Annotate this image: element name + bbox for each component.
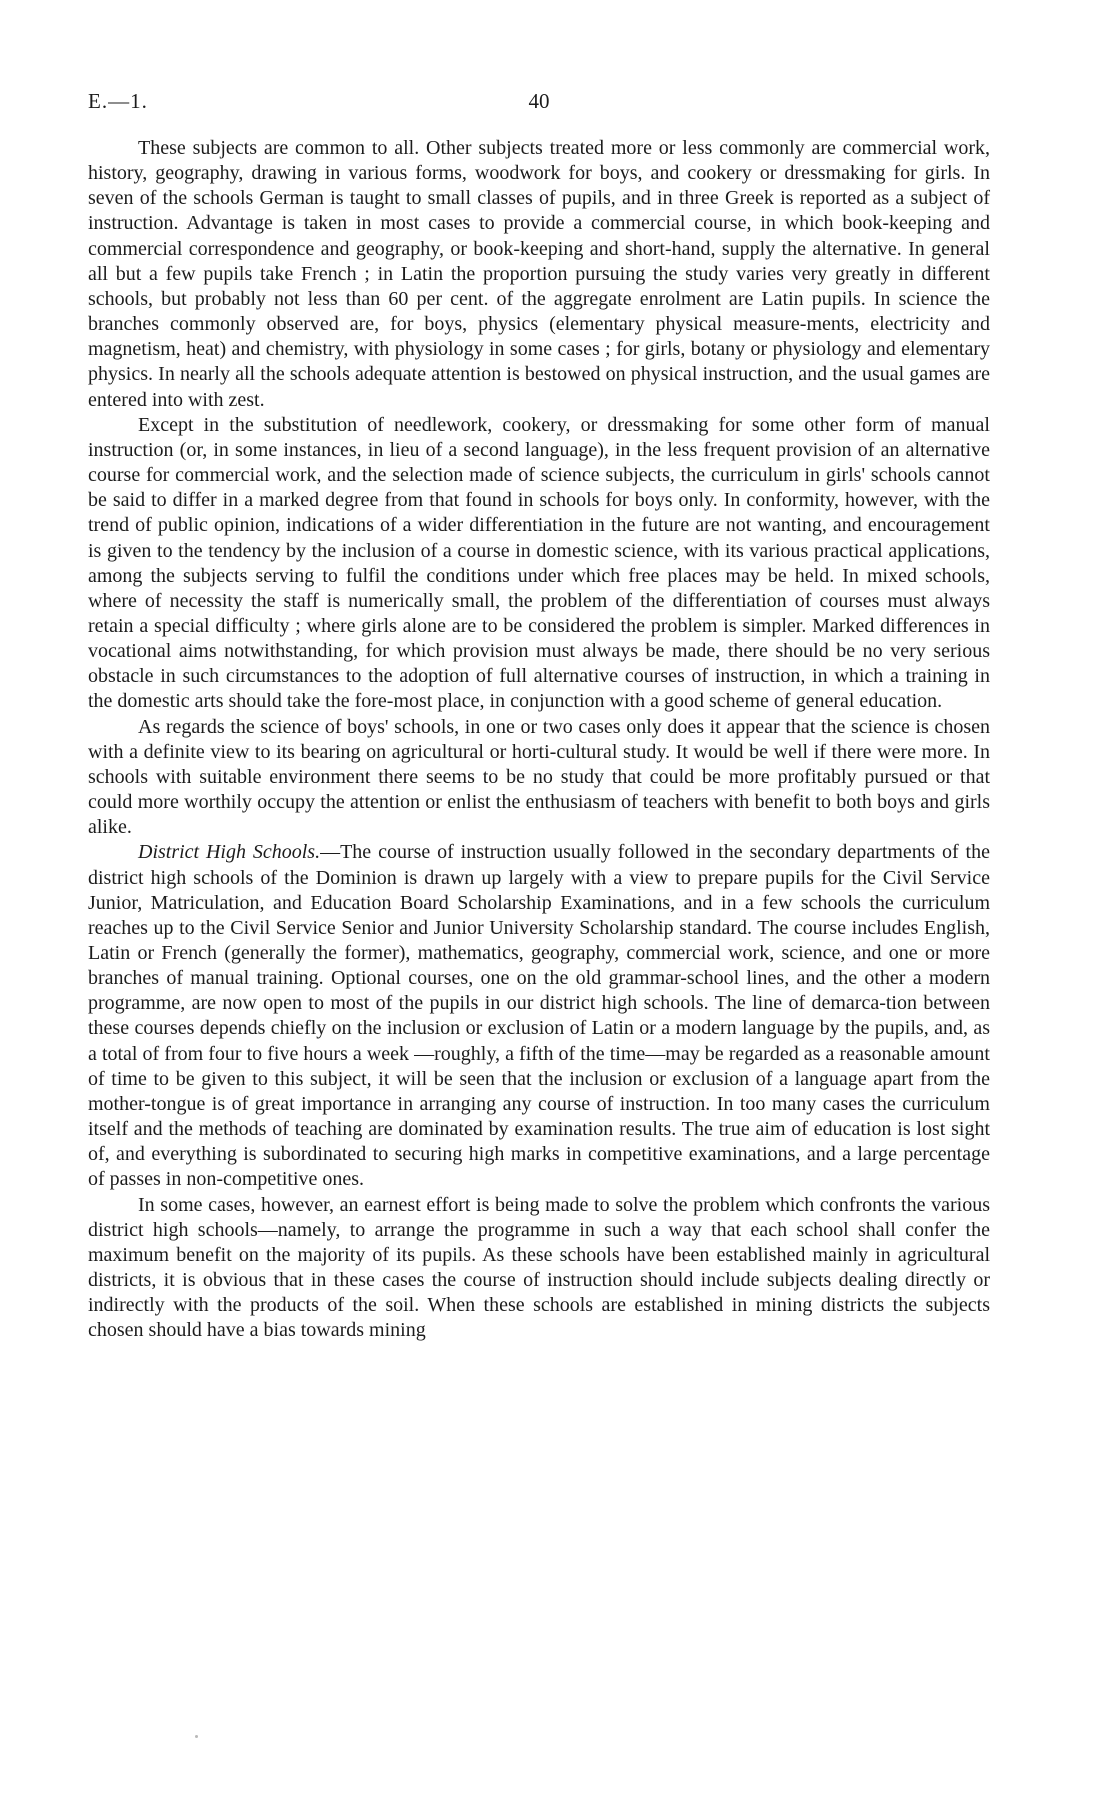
- scan-speck: [195, 1735, 198, 1738]
- paragraph-text: As regards the science of boys' schools, in one or two cases only does it appear that the science is chosen with a definite view to its bearing on agricultural or horti-cultural study. It would be well if there were more. In schools with suitable environment there seems to be no study that could be more profitably pursued or that could more worthily occupy the attention or enlist the enthusiasm of teachers with benefit to both boys and girls alike.: [88, 715, 990, 839]
- paragraph-text: These subjects are common to all. Other subjects treated more or less commonly are commercial work, history, geography, drawing in various forms, woodwork for boys, and cookery or dressmaking for girls. In seven of the schools German is taught to small classes of pupils, and in three Greek is reported as a subject of instruction. Advantage is taken in most cases to provide a commercial course, in which book-keeping and commercial correspondence and geography, or book-keeping and short-hand, supply the alternative. In general all but a few pupils take French ; in Latin the proportion pursuing the study varies very greatly in different schools, but probably not less than 60 per cent. of the aggregate enrolment are Latin pupils. In science the branches commonly observed are, for boys, physics (elementary physical measure-ments, electricity and magnetism, heat) and chemistry, with physiology in some cases ; for girls, botany or physiology and elementary physics. In nearly all the schools adequate attention is bestowed on physical instruction, and the usual games are entered into with zest.: [88, 137, 990, 411]
- run-in-heading: District High Schools.: [138, 841, 321, 864]
- paragraph-boys-science: [88, 715, 990, 841]
- page-number: 40: [528, 89, 550, 113]
- paragraph-subjects: [88, 136, 990, 413]
- page-header: [88, 80, 990, 118]
- paragraph-text: Except in the substitution of needlework, cookery, or dressmaking for some other form of manual instruction (or, in some instances, in lieu of a second language), in the less frequent provision of an alternative course for commercial work, and the selection made of science subjects, the curriculum in girls' schools cannot be said to differ in a marked degree from that found in schools for boys only. In conformity, however, with the trend of public opinion, indications of a wider differentiation in the future are not wanting, and encouragement is given to the tendency by the inclusion of a course in domestic science, with its various practical applications, among the subjects serving to fulfil the conditions under which free places may be held. In mixed schools, where of necessity the staff is numerically small, the problem of the differentiation of courses must always retain a special difficulty ; where girls alone are to be considered the problem is simpler. Marked differences in vocational aims notwithstanding, for which provision must always be made, there should be no very serious obstacle in such circumstances to the adoption of full alternative courses of instruction, in which a training in the domestic arts should take the fore-most place, in conjunction with a good scheme of general education.: [88, 413, 990, 713]
- paragraph-text: In some cases, however, an earnest effort is being made to solve the problem which confronts the various district high schools—namely, to arrange the programme in such a way that each school shall confer the maximum benefit on the majority of its pupils. As these schools have been established mainly in agricultural districts, it is obvious that in these cases the course of instruction should include subjects dealing directly or indirectly with the products of the soil. When these schools are established in mining districts the subjects chosen should have a bias towards mining: [88, 1193, 990, 1342]
- paragraph-girls-schools: [88, 413, 990, 715]
- body-text: [88, 136, 990, 1344]
- paragraph-programme: [88, 1193, 990, 1344]
- paragraph-district-high-schools: [88, 840, 990, 1192]
- document-reference: E.—1.: [88, 89, 148, 113]
- paragraph-text: —The course of instruction usually followed in the secondary departments of the district high schools of the Dominion is drawn up largely with a view to prepare pupils for the Civil Service Junior, Matriculation, and Education Board Scholarship Examinations, and in a few schools the curriculum reaches up to the Civil Service Senior and Junior University Scholarship standard. The course includes English, Latin or French (generally the former), mathematics, geography, commercial work, science, and one or more branches of manual training. Optional courses, one on the old grammar-school lines, and the other a modern programme, are now open to most of the pupils in our district high schools. The line of demarca-tion between these courses depends chiefly on the inclusion or exclusion of Latin or a modern language by the pupils, and, as a total of from four to five hours a week —roughly, a fifth of the time—may be regarded as a reasonable amount of time to be given to this subject, it will be seen that the inclusion or exclusion of a language apart from the mother-tongue is of great importance in arranging any course of instruction. In too many cases the curriculum itself and the methods of teaching are dominated by examination results. The true aim of education is lost sight of, and everything is subordinated to securing high marks in competitive examinations, and a large percentage of passes in non-competitive ones.: [88, 841, 990, 1191]
- document-page: [88, 80, 990, 1770]
